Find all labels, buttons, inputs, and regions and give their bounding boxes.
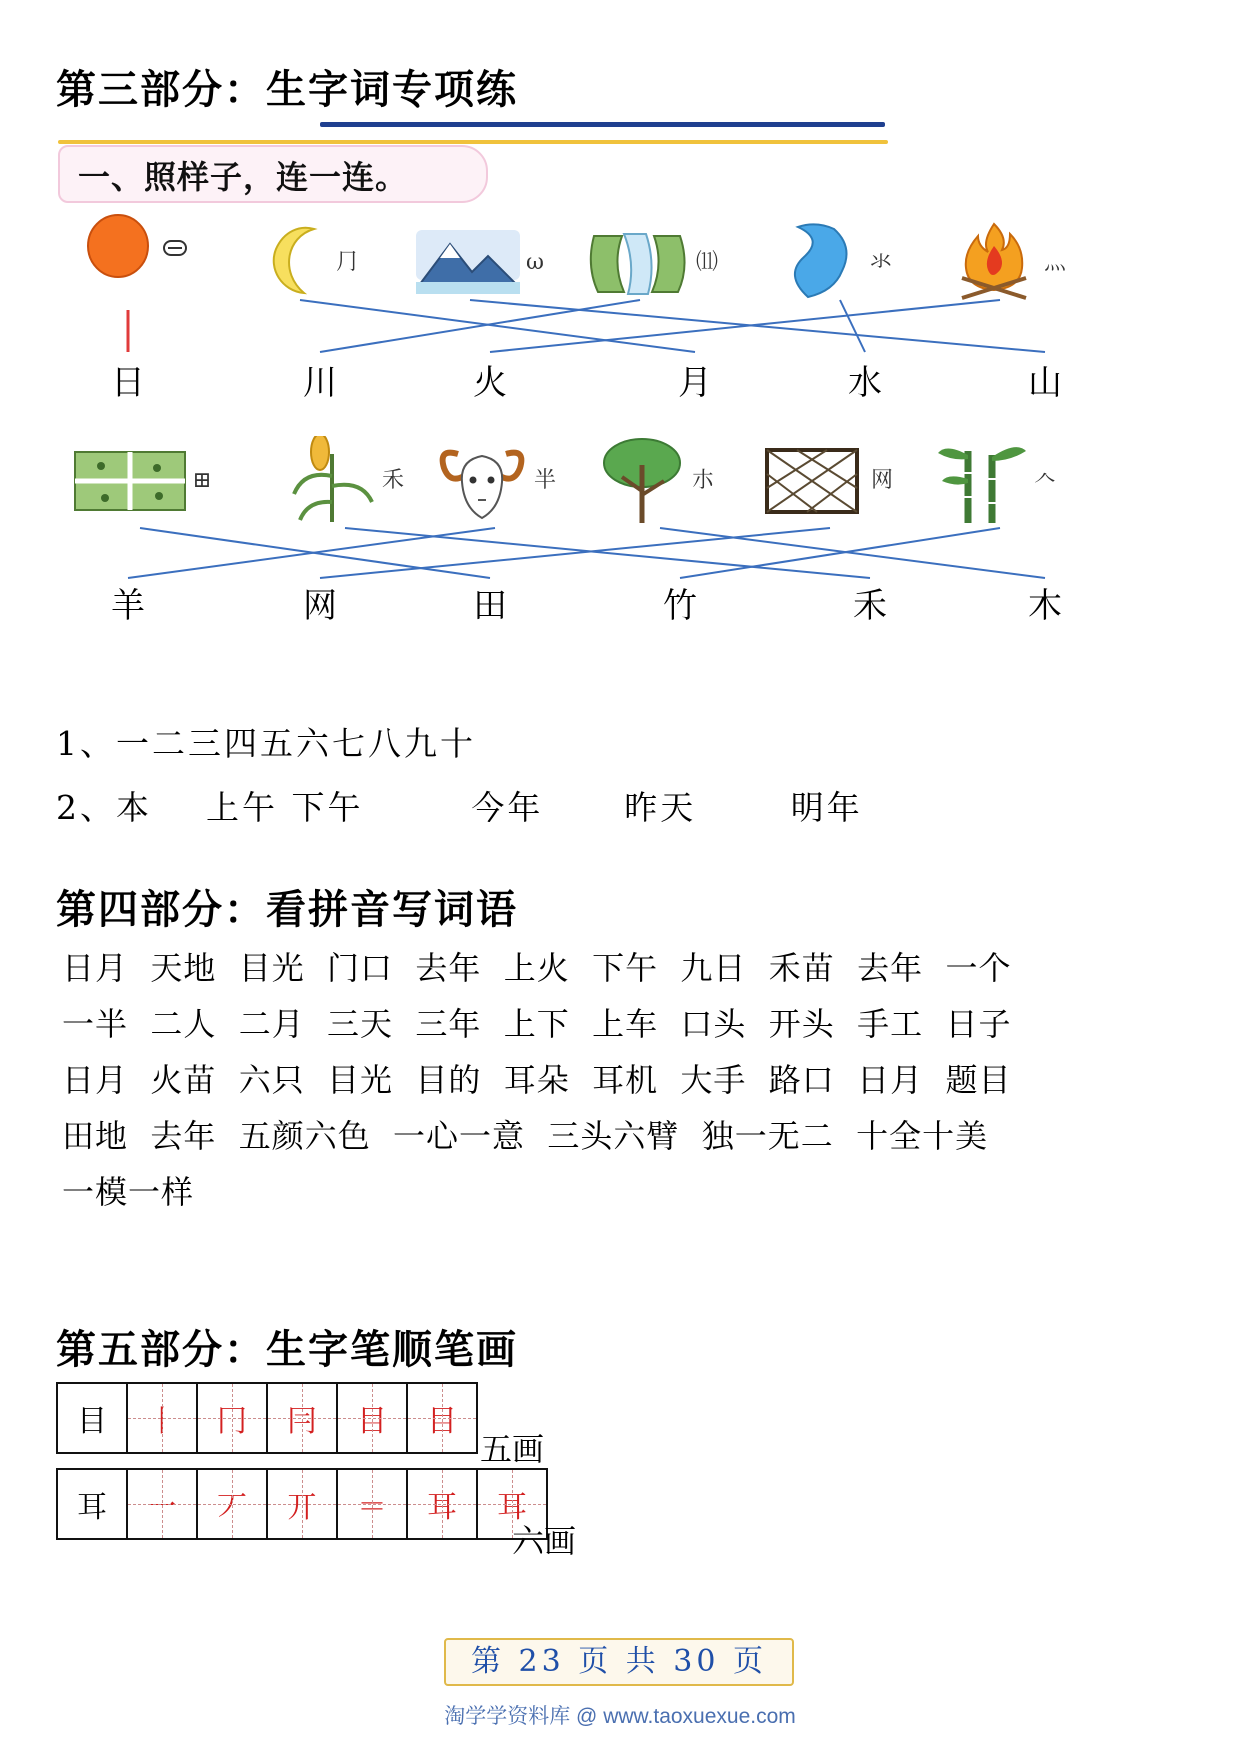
page-number-badge: 第 23 页 共 30 页: [444, 1638, 794, 1686]
match-char-1-1[interactable]: 日: [111, 363, 145, 403]
stroke-head-char-1: 目: [57, 1383, 127, 1453]
mountain-char-hint-icon: ω: [526, 250, 544, 275]
river-char-hint-icon: ⑾: [695, 250, 718, 275]
net-icon: [757, 440, 867, 522]
match-char-1-3[interactable]: 火: [473, 363, 507, 403]
mountain-picture[interactable]: [384, 210, 574, 315]
stroke-step-1-1: 丨: [127, 1383, 197, 1453]
fire-char-hint-icon: 灬: [1043, 250, 1066, 275]
moon-icon: [256, 223, 332, 303]
field-char-hint-icon: ⊞: [192, 468, 212, 493]
water-char-hint-icon: 氺: [869, 250, 892, 275]
sun-picture[interactable]: [40, 210, 230, 315]
moon-char-hint-icon: ⺆: [335, 250, 358, 275]
sun-icon: [80, 210, 156, 286]
net-char-hint-icon: 网: [870, 468, 893, 493]
stroke-step-1-4: 目: [337, 1383, 407, 1453]
match-char-2-1[interactable]: 羊: [111, 586, 145, 626]
grain-plant-icon: [286, 436, 378, 526]
match-char-1-2[interactable]: 川: [303, 363, 337, 403]
tree-picture[interactable]: [560, 428, 750, 533]
water-icon: [778, 223, 866, 303]
matching-picture-row-1: [0, 210, 1240, 330]
match-char-1-6[interactable]: 山: [1028, 363, 1062, 403]
numbered-line-1: 1、一二三四五六七八九十: [56, 724, 476, 763]
watermark-text: 淘学学资料库 @ www.taoxuexue.com: [444, 1705, 796, 1728]
stroke-step-2-5: 耳: [407, 1469, 477, 1539]
stroke-count-1: 五画: [480, 1430, 545, 1468]
exercise-one-label: 一、照样子，连一连。: [78, 158, 409, 196]
field-icon: [71, 444, 189, 518]
match-char-1-4[interactable]: 月: [678, 363, 712, 403]
goat-head-icon: [434, 438, 530, 524]
mountain-icon: [414, 226, 522, 300]
stroke-table-mu: [56, 1382, 478, 1454]
stroke-step-2-6: 耳: [477, 1469, 547, 1539]
match-char-2-6[interactable]: 木: [1028, 586, 1062, 626]
net-picture[interactable]: [730, 428, 920, 533]
matching-character-row-2: [0, 578, 1240, 634]
match-char-2-3[interactable]: 田: [473, 586, 507, 626]
fire-picture[interactable]: [912, 210, 1102, 315]
sun-char-hint-icon: [160, 238, 190, 258]
word-line-3: 日月 火苗 六只 目光 目的 耳朵 耳机 大手 路口 日月 题目: [62, 1061, 1012, 1099]
stroke-head-char-2: 耳: [57, 1469, 127, 1539]
stroke-step-1-2: 冂: [197, 1383, 267, 1453]
bamboo-icon: [934, 435, 1030, 527]
water-picture[interactable]: [740, 210, 930, 315]
section-four-heading: 第四部分：看拼音写词语: [56, 886, 518, 933]
word-line-5: 一模一样: [62, 1173, 195, 1211]
stroke-step-2-1: 一: [127, 1469, 197, 1539]
tree-icon: [596, 435, 688, 527]
moon-picture[interactable]: [212, 210, 402, 315]
banner-top-rule: [58, 140, 888, 144]
section-three-heading: 第三部分：生字词专项练: [56, 66, 518, 113]
grain-char-hint-icon: 禾: [381, 468, 404, 493]
word-line-1: 日月 天地 目光 门口 去年 上火 下午 九日 禾苗 去年 一个: [62, 949, 1012, 987]
bamboo-picture[interactable]: [900, 428, 1090, 533]
matching-character-row-1: [0, 355, 1240, 411]
field-picture[interactable]: [46, 428, 236, 533]
river-bank-picture[interactable]: [556, 210, 746, 315]
match-char-2-5[interactable]: 禾: [853, 586, 887, 626]
match-char-2-4[interactable]: 竹: [663, 586, 697, 626]
section-five-heading: 第五部分：生字笔顺笔画: [56, 1326, 518, 1373]
tree-char-hint-icon: 朩: [691, 468, 714, 493]
stroke-step-1-5: 目: [407, 1383, 477, 1453]
section-three-underline: [320, 122, 885, 127]
stroke-count-2: 六画: [512, 1522, 577, 1560]
matching-picture-row-2: [0, 428, 1240, 548]
river-bank-icon: [584, 226, 692, 300]
stroke-step-2-2: 丆: [197, 1469, 267, 1539]
stroke-step-2-3: 丌: [267, 1469, 337, 1539]
word-line-4: 田地 去年 五颜六色 一心一意 三头六臂 独一无二 十全十美: [62, 1117, 989, 1155]
word-list: [62, 940, 1182, 1220]
stroke-step-1-3: 冃: [267, 1383, 337, 1453]
match-char-1-5[interactable]: 水: [848, 363, 882, 403]
fire-icon: [948, 220, 1040, 306]
bamboo-char-hint-icon: 𠆢: [1033, 468, 1056, 493]
word-line-2: 一半 二人 二月 三天 三年 上下 上车 口头 开头 手工 日子: [62, 1005, 1012, 1043]
stroke-step-2-4: ＝: [337, 1469, 407, 1539]
match-char-2-2[interactable]: 网: [303, 586, 337, 626]
stroke-table-er: [56, 1468, 548, 1540]
numbered-line-2: 2、本 上午 下午 今年 昨天 明年: [56, 788, 863, 827]
goat-char-hint-icon: 半: [533, 468, 556, 493]
